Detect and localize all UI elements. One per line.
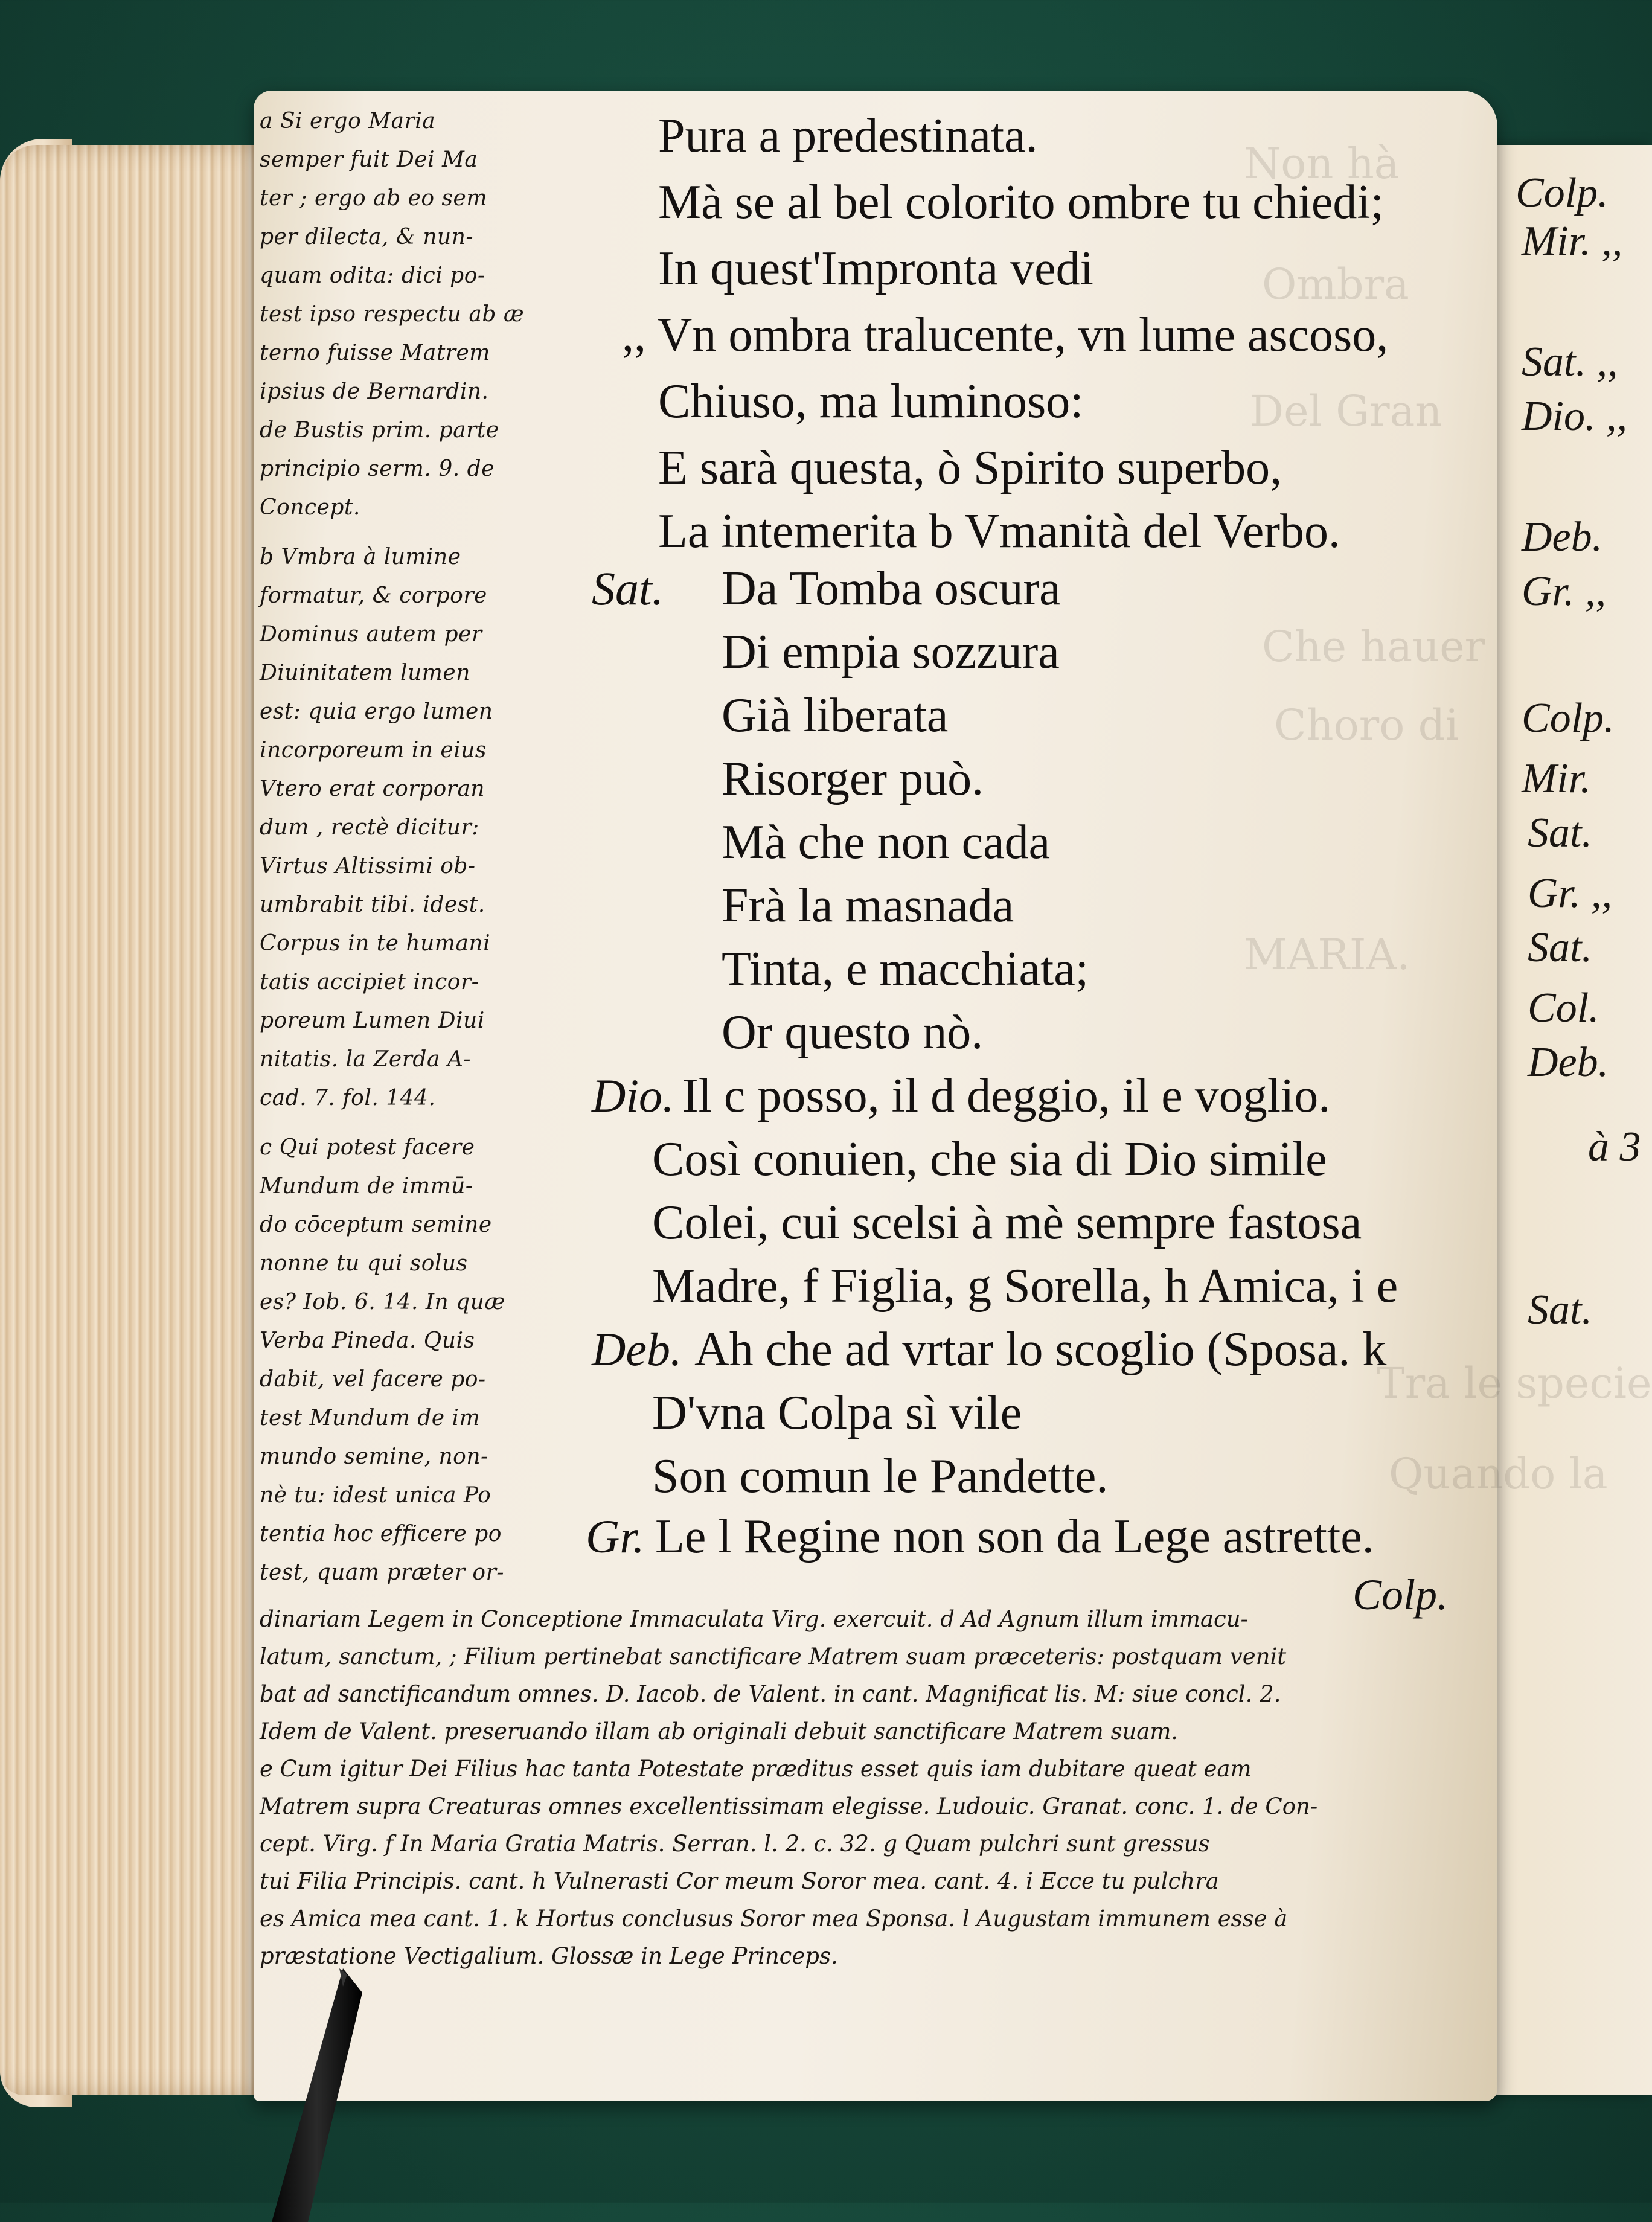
- verse-line: Di empia sozzura: [722, 626, 1060, 679]
- verse-line: Risorger può.: [722, 752, 984, 805]
- right-label: Colp.: [1522, 695, 1615, 741]
- book-page-edges: [0, 145, 284, 2095]
- right-label: Sat.: [1528, 924, 1592, 971]
- margin-note-line: test, quam præter or-: [260, 1560, 504, 1585]
- footnote-line: cept. Virg. f In Maria Gratia Matris. Serran. l. 2. c. 32. g Quam pulchri sunt gressus: [260, 1831, 1210, 1857]
- bleed-through-text: Che hauer: [1262, 622, 1485, 671]
- margin-note-line: tentia hoc efficere po: [260, 1522, 502, 1546]
- verse-line: Madre, f Figlia, g Sorella, h Amica, i e: [652, 1260, 1398, 1313]
- footnote-line: Matrem supra Creaturas omnes excellentissimam elegisse. Ludouic. Granat. conc. 1. de Con-: [260, 1793, 1318, 1819]
- margin-note-line: de Bustis prim. parte: [260, 418, 499, 443]
- verse-line: Pura a predestinata.: [658, 109, 1038, 162]
- right-label: Dio. ,,: [1522, 393, 1627, 440]
- margin-note-line: test ipso respectu ab æ: [260, 302, 525, 327]
- footnote-line: bat ad sanctificandum omnes. D. Iacob. de Valent. in cant. Magnificat lis. M: siue concl. 2.: [260, 1681, 1281, 1707]
- right-label: à 3: [1588, 1124, 1641, 1170]
- footnote-line: Idem de Valent. preseruando illam ab originali debuit sanctificare Matrem suam.: [260, 1718, 1179, 1744]
- bleed-through-text: Choro di: [1274, 700, 1459, 750]
- footnote-line: dinariam Legem in Conceptione Immaculata Virg. exercuit. d Ad Agnum illum immacu-: [260, 1606, 1249, 1632]
- verse-line: Tinta, e macchiata;: [722, 943, 1089, 996]
- right-label: Sat.: [1528, 810, 1592, 856]
- margin-note-line: ipsius de Bernardin.: [260, 379, 489, 404]
- pen-icon: [272, 1968, 362, 2222]
- margin-note-line: Corpus in te humani: [260, 931, 491, 956]
- right-label: Gr. ,,: [1522, 568, 1607, 615]
- margin-note-line: semper fuit Dei Ma: [260, 147, 478, 172]
- verse-line: Così conuien, che sia di Dio simile: [652, 1133, 1327, 1186]
- margin-note-line: terno fuisse Matrem: [260, 341, 490, 365]
- margin-note-line: b Vmbra à lumine: [260, 545, 461, 569]
- verse-line: Frà la masnada: [722, 879, 1014, 932]
- right-label: Colp.: [1516, 170, 1609, 216]
- margin-note-line: nonne tu qui solus: [260, 1251, 468, 1276]
- footnote-line: tui Filia Principis. cant. h Vulnerasti Cor meum Soror mea. cant. 4. i Ecce tu pulchra: [260, 1868, 1219, 1894]
- margin-note-line: nitatis. la Zerda A-: [260, 1047, 472, 1072]
- margin-note-line: principio serm. 9. de: [260, 456, 495, 481]
- speaker-label: Deb.: [592, 1323, 682, 1375]
- margin-note-line: Verba Pineda. Quis: [260, 1328, 475, 1353]
- verse-line: Son comun le Pandette.: [652, 1450, 1109, 1503]
- margin-note-line: test Mundum de im: [260, 1406, 481, 1430]
- margin-note-line: nè tu: idest unica Po: [260, 1483, 491, 1508]
- bleed-through-text: Non hà: [1244, 139, 1400, 188]
- margin-note-line: tatis accipiet incor-: [260, 970, 479, 994]
- verse-line: In quest'Impronta vedi: [658, 242, 1093, 295]
- margin-note-line: umbrabit tibi. idest.: [260, 892, 485, 917]
- right-label: Deb.: [1528, 1039, 1609, 1086]
- margin-note-line: cad. 7. fol. 144.: [260, 1086, 436, 1110]
- margin-note-line: est: quia ergo lumen: [260, 699, 493, 724]
- right-label: Mir. ,,: [1522, 218, 1623, 264]
- bleed-through-text: Quando la: [1389, 1449, 1608, 1499]
- margin-note-line: per dilecta, & nun-: [260, 225, 474, 249]
- right-label: Sat.: [1528, 1287, 1592, 1333]
- margin-note-line: Concept.: [260, 495, 360, 520]
- right-label: Mir.: [1522, 755, 1591, 802]
- right-label: Gr. ,,: [1528, 870, 1613, 917]
- margin-note-line: c Qui potest facere: [260, 1135, 475, 1160]
- margin-note-line: Virtus Altissimi ob-: [260, 854, 476, 879]
- verse-line: Ah che ad vrtar lo scoglio (Sposa. k: [694, 1323, 1387, 1376]
- margin-note-line: formatur, & corpore: [260, 583, 487, 608]
- verse-line: Il c posso, il d deggio, il e voglio.: [682, 1069, 1331, 1122]
- margin-note-line: do cōceptum semine: [260, 1212, 492, 1237]
- margin-note-line: poreum Lumen Diui: [260, 1008, 485, 1033]
- bleed-through-text: Del Gran: [1250, 386, 1442, 436]
- margin-note-line: dabit, vel facere po-: [260, 1367, 486, 1392]
- verse-line: Già liberata: [722, 689, 949, 742]
- right-label: Deb.: [1522, 514, 1603, 560]
- verse-line: ,, Vn ombra tralucente, vn lume ascoso,: [622, 309, 1389, 362]
- footnote-line: præstatione Vectigalium. Glossæ in Lege Princeps.: [260, 1943, 838, 1969]
- margin-note-line: Mundum de immū-: [260, 1174, 473, 1199]
- speaker-label: Gr.: [586, 1510, 645, 1563]
- verse-line: Mà che non cada: [722, 816, 1051, 869]
- footnote-line: latum, sanctum, ; Filium pertinebat sanctificare Matrem suam præceteris: postquam venit: [260, 1644, 1287, 1670]
- speaker-label: Sat.: [592, 562, 664, 615]
- speaker-label: Dio.: [592, 1069, 674, 1122]
- catchword: Colp.: [1353, 1570, 1449, 1619]
- right-label: Col.: [1528, 985, 1599, 1031]
- bleed-through-text: MARIA.: [1244, 930, 1410, 979]
- verse-line: Chiuso, ma luminoso:: [658, 375, 1084, 428]
- margin-note-line: mundo semine, non-: [260, 1444, 488, 1469]
- verse-line: D'vna Colpa sì vile: [652, 1386, 1022, 1439]
- margin-note-line: Dominus autem per: [260, 622, 482, 647]
- bleed-through-text: Tra le specie: [1377, 1359, 1652, 1408]
- margin-note-line: a Si ergo Maria: [260, 109, 436, 133]
- verse-line: La intemerita b Vmanità del Verbo.: [658, 505, 1341, 558]
- bleed-through-text: Ombra: [1262, 260, 1409, 309]
- margin-note-line: quam odita: dici po-: [260, 263, 485, 288]
- margin-note-line: ter ; ergo ab eo sem: [260, 186, 487, 211]
- margin-note-line: es? Iob. 6. 14. In quæ: [260, 1290, 505, 1314]
- verse-line: Le l Regine non son da Lege astrette.: [655, 1510, 1374, 1563]
- margin-note-line: Vtero erat corporan: [260, 776, 485, 801]
- footnote-line: e Cum igitur Dei Filius hac tanta Potestate præditus esset quis iam dubitare queat eam: [260, 1756, 1252, 1782]
- verse-line: Da Tomba oscura: [722, 562, 1061, 615]
- margin-note-line: incorporeum in eius: [260, 738, 487, 763]
- verse-line: E sarà questa, ò Spirito superbo,: [658, 441, 1282, 495]
- verse-line: Mà se al bel colorito ombre tu chiedi;: [658, 176, 1384, 229]
- footnote-line: es Amica mea cant. 1. k Hortus conclusus Soror mea Sponsa. l Augustam immunem esse à: [260, 1906, 1288, 1932]
- right-label: Sat. ,,: [1522, 339, 1618, 385]
- margin-note-line: Diuinitatem lumen: [260, 661, 470, 685]
- margin-note-line: dum , rectè dicitur:: [260, 815, 479, 840]
- verse-line: Or questo nò.: [722, 1006, 984, 1059]
- verse-line: Colei, cui scelsi à mè sempre fastosa: [652, 1196, 1362, 1249]
